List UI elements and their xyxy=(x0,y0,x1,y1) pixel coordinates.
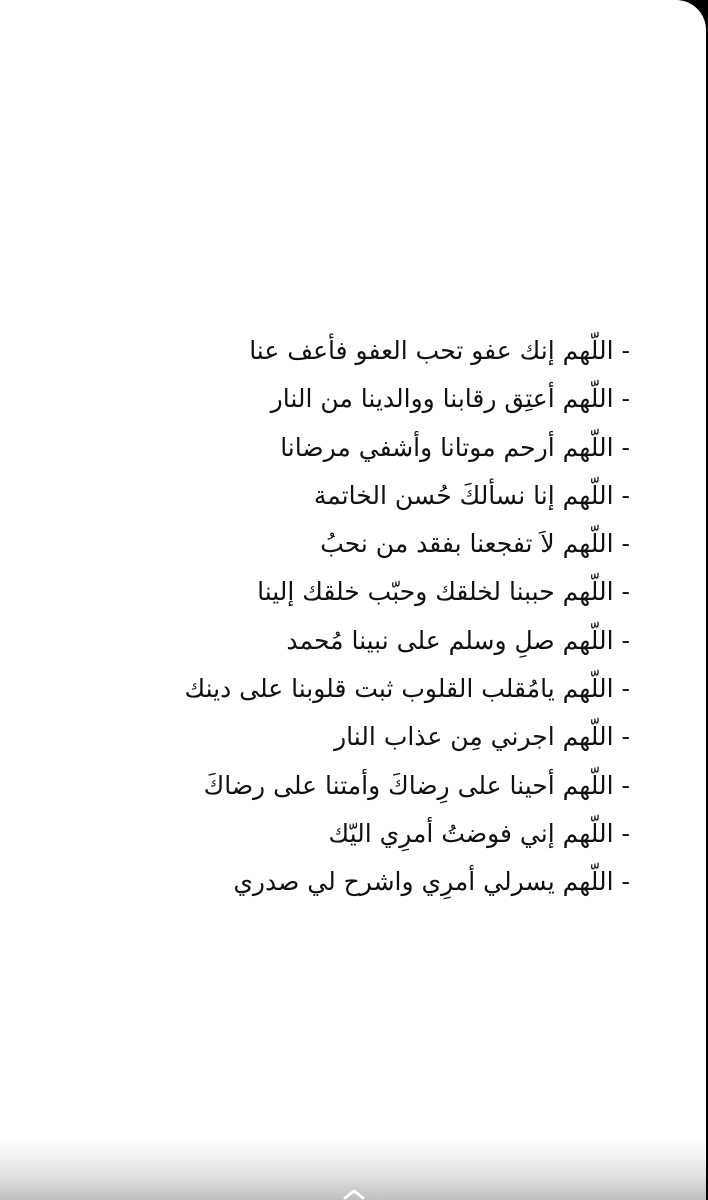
dua-line: - اللّهم لاَ تفجعنا بفقد من نحبُ xyxy=(320,529,630,559)
dua-line: - اللّهم صلِ وسلم على نبينا مُحمد xyxy=(286,625,630,655)
dua-line: - اللّهم إني فوضتُ أمرِي اليّك xyxy=(328,818,630,848)
dua-line: - اللّهم يسرلي أمرِي واشرح لي صدري xyxy=(233,867,630,897)
dua-line: - اللّهم أرحم موتانا وأشفي مرضانا xyxy=(280,432,630,462)
dua-line: - اللّهم إنا نسألكَ حُسن الخاتمة xyxy=(313,480,630,510)
dua-line: - اللّهم أحينا على رِضاكَ وأمتنا على رضاكَ xyxy=(203,770,630,800)
dua-line: - اللّهم حببنا لخلقك وحبّب خلقك إلينا xyxy=(257,577,630,607)
dua-line: - اللّهم يامُقلب القلوب ثبت قلوبنا على دينك xyxy=(184,674,630,704)
dua-line: - اللّهم إنك عفو تحب العفو فأعف عنا xyxy=(249,336,630,365)
dua-line: - اللّهم اجرني مِن عذاب النار xyxy=(334,722,630,752)
dua-list xyxy=(150,327,630,907)
chevron-up-icon[interactable] xyxy=(339,1186,369,1200)
dua-line: - اللّهم أعتِق رقابنا ووالدينا من النار xyxy=(270,384,630,414)
